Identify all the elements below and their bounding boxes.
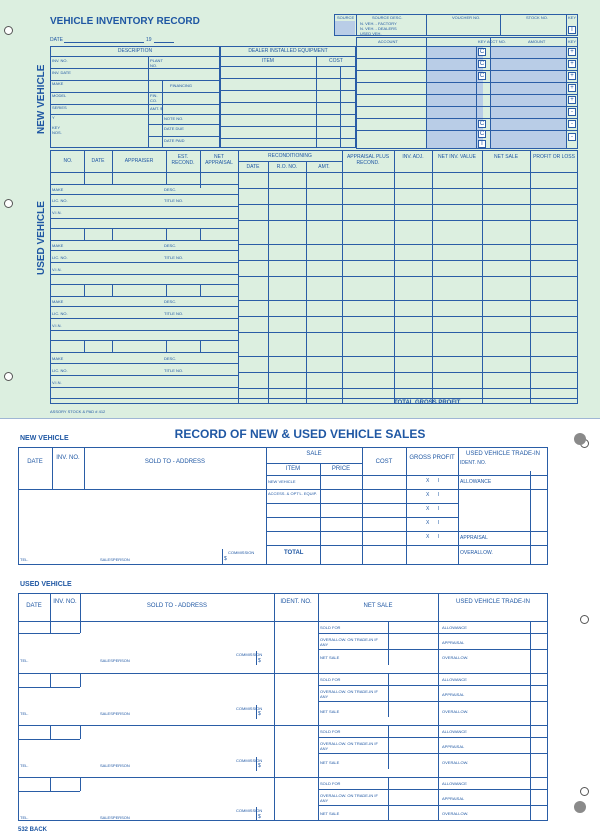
appraisal-label: APPRAISAL xyxy=(442,692,465,697)
key-sign: + xyxy=(568,60,576,68)
salesperson-label: SALESPERSON xyxy=(100,763,130,768)
item-label: ACCESS. & OPT'L. EQUIP. xyxy=(268,491,317,496)
overallow-trade-label: OVERALLOW. ON TRADE-IN IF ANY xyxy=(320,689,378,699)
net-sale-label: NET SALE xyxy=(320,811,340,816)
tel-label: TEL. xyxy=(20,711,29,716)
col-item: ITEM xyxy=(285,466,301,472)
key-sign: + xyxy=(568,96,576,104)
key-label: KEY xyxy=(568,39,577,44)
c-marker: C xyxy=(479,73,485,79)
col-appraisal-plus-recond: APPRAISAL PLUS RECOND. xyxy=(346,154,390,166)
i-mark: I xyxy=(438,492,440,498)
amount-label: AMOUNT xyxy=(528,39,546,44)
i-mark: I xyxy=(438,520,440,526)
col-inv-no: INV. NO. xyxy=(56,455,80,461)
used-vehicle-vertical-label: USED VEHICLE xyxy=(36,201,47,275)
source-option: N. VEH. - FACTORY xyxy=(360,21,397,26)
allowance-label: ALLOWANCE xyxy=(442,625,467,630)
c-marker: I xyxy=(478,140,486,148)
key-sign: + xyxy=(568,48,576,56)
key-label: KEY xyxy=(568,15,577,20)
dealer-equipment-header: DEALER INSTALLED EQUIPMENT xyxy=(248,48,328,54)
total-gross-profit-label: TOTAL GROSS PROFIT xyxy=(394,400,461,406)
col-date: DATE xyxy=(26,603,42,609)
field-label: AMT. $ xyxy=(150,106,163,111)
back-label: 532 BACK xyxy=(18,827,48,833)
field-lic-no: LIC. NO. xyxy=(52,255,68,260)
overallow-trade-label: OVERALLOW. ON TRADE-IN IF ANY xyxy=(320,793,378,803)
field-label: KEY NOS. xyxy=(52,125,62,135)
x-mark: X xyxy=(426,478,430,484)
year-label: 19 xyxy=(146,37,152,43)
used-vehicle-section-label: USED VEHICLE xyxy=(20,581,72,588)
col-net-sale: NET SALE xyxy=(363,603,393,609)
binder-hole xyxy=(4,26,13,35)
field-label: MODEL xyxy=(52,93,67,98)
col-inv-no: INV. NO. xyxy=(53,599,77,605)
col-used-trade-in: USED VEHICLE TRADE-IN xyxy=(466,451,540,457)
appraisal-label: APPRAISAL xyxy=(442,796,465,801)
salesperson-label: SALESPERSON xyxy=(100,557,130,562)
sold-for-label: SOLD FOR xyxy=(320,625,341,630)
key-sign: - xyxy=(568,120,576,128)
source-option: N. VEH. - DEALERS xyxy=(360,26,397,31)
commission-label: COMMISSION xyxy=(228,550,255,555)
field-label: Y xyxy=(52,115,55,120)
col-appraiser: APPRAISER xyxy=(124,158,154,164)
col-ident-no: IDENT. NO. xyxy=(280,599,312,605)
field-label: DATE DUE xyxy=(164,126,184,131)
col-date: DATE xyxy=(27,459,43,465)
col-amt: AMT. xyxy=(318,164,330,170)
col-recond-date: DATE xyxy=(246,164,260,170)
overallow-label: OVERALLOW. xyxy=(460,550,493,556)
salesperson-label: SALESPERSON xyxy=(100,711,130,716)
i-mark: I xyxy=(438,478,440,484)
key-sign: - xyxy=(568,108,576,116)
total-label: TOTAL xyxy=(284,550,304,556)
overallow-label: OVERALLOW. xyxy=(442,760,469,765)
i-mark: I xyxy=(438,506,440,512)
date-label: DATE xyxy=(50,37,63,43)
stock-label: STOCK NO. xyxy=(526,15,548,20)
commission-label: COMMISSION xyxy=(236,758,263,763)
binder-hole xyxy=(574,433,586,445)
voucher-label: VOUCHER NO. xyxy=(452,15,481,20)
field-vin: V.I.N. xyxy=(52,267,62,272)
salesperson-label: SALESPERSON xyxy=(100,658,130,663)
source-option: SOURCE DESC. xyxy=(372,15,403,20)
key-sign: + xyxy=(568,72,576,80)
net-sale-label: NET SALE xyxy=(320,709,340,714)
x-mark: X xyxy=(426,520,430,526)
field-label: INV. NO. xyxy=(52,58,68,63)
commission-label: COMMISSION xyxy=(236,652,263,657)
overallow-trade-label: OVERALLOW. ON TRADE-IN IF ANY xyxy=(320,741,378,751)
allowance-label: ALLOWANCE xyxy=(442,729,467,734)
col-net-appraisal: NET APPRAISAL xyxy=(205,154,233,166)
col-inv-adj: INV. ADJ. xyxy=(402,154,424,160)
col-price: PRICE xyxy=(331,466,351,472)
col-reconditioning: RECONDITIONING xyxy=(268,153,312,159)
field-vin: V.I.N. xyxy=(52,380,62,385)
commission-label: COMMISSION xyxy=(236,808,263,813)
field-desc: DESC. xyxy=(164,187,177,192)
col-net-inv-value: NET INV. VALUE xyxy=(438,154,476,160)
field-label: DATE PAID xyxy=(164,138,185,143)
appraisal-label: APPRAISAL xyxy=(442,744,465,749)
overallow-label: OVERALLOW. xyxy=(442,655,469,660)
dollar-sign: $ xyxy=(258,711,261,717)
sold-for-label: SOLD FOR xyxy=(320,677,341,682)
col-profit-or-loss: PROFIT OR LOSS xyxy=(533,154,575,160)
binder-hole xyxy=(4,372,13,381)
account-label: ACCOUNT xyxy=(378,39,398,44)
field-lic-no: LIC. NO. xyxy=(52,368,68,373)
i-mark: I xyxy=(438,534,440,540)
field-label: PLANT NO. xyxy=(150,58,163,68)
net-sale-label: NET SALE xyxy=(320,760,340,765)
source-label: SOURCE xyxy=(337,15,355,20)
col-sale: SALE xyxy=(306,451,322,457)
inventory-title: VEHICLE INVENTORY RECORD xyxy=(50,16,200,27)
key-acct-label: KEY ACCT NO. xyxy=(478,39,506,44)
binder-hole xyxy=(4,199,13,208)
allowance-label: ALLOWANCE xyxy=(442,677,467,682)
net-sale-label: NET SALE xyxy=(320,655,340,660)
appraisal-label: APPRAISAL xyxy=(442,640,465,645)
description-header: DESCRIPTION xyxy=(117,48,153,54)
binder-hole xyxy=(580,615,589,624)
new-vehicle-vertical-label: NEW VEHICLE xyxy=(36,64,47,134)
col-no: NO. xyxy=(63,158,73,164)
col-date: DATE xyxy=(91,158,105,164)
field-label: FIN. CO. xyxy=(150,93,158,103)
tel-label: TEL. xyxy=(20,763,29,768)
field-desc: DESC. xyxy=(164,356,177,361)
sold-for-label: SOLD FOR xyxy=(320,729,341,734)
binder-hole xyxy=(580,787,589,796)
field-label: FINANCING xyxy=(170,83,192,88)
key-sign: - xyxy=(568,133,576,141)
footer-note: ASSORY STOCK & PAD # 412 xyxy=(50,409,106,414)
dollar-sign: $ xyxy=(258,763,261,769)
x-mark: X xyxy=(426,534,430,540)
sold-for-label: SOLD FOR xyxy=(320,781,341,786)
field-title-no: TITLE NO. xyxy=(164,311,184,316)
col-net-sale: NET SALE xyxy=(493,154,519,160)
c-marker: C xyxy=(479,61,485,67)
field-title-no: TITLE NO. xyxy=(164,255,184,260)
salesperson-label: SALESPERSON xyxy=(100,815,130,820)
field-vin: V.I.N. xyxy=(52,323,62,328)
c-marker: C xyxy=(479,121,485,127)
source-option: USED VEH. xyxy=(360,31,382,36)
field-label: SERIES xyxy=(52,105,67,110)
field-desc: DESC. xyxy=(164,299,177,304)
field-desc: DESC. xyxy=(164,243,177,248)
col-ro-no: R.O. NO. xyxy=(276,164,298,170)
overallow-label: OVERALLOW. xyxy=(442,709,469,714)
cost-header: COST xyxy=(329,58,343,64)
field-make: MAKE xyxy=(52,356,64,361)
c-marker: C xyxy=(479,131,485,137)
field-make: MAKE xyxy=(52,243,64,248)
col-sold-to: SOLD TO - ADDRESS xyxy=(144,459,206,465)
key-sign: + xyxy=(568,84,576,92)
dollar-sign: $ xyxy=(224,556,227,562)
tel-label: TEL. xyxy=(20,815,29,820)
col-est-recond: EST. RECOND. xyxy=(171,154,195,166)
item-label: NEW VEHICLE xyxy=(268,479,296,484)
sales-title: RECORD OF NEW & USED VEHICLE SALES xyxy=(174,427,426,441)
overallow-trade-label: OVERALLOW. ON TRADE-IN IF ANY xyxy=(320,637,378,647)
binder-hole xyxy=(574,801,586,813)
c-marker: C xyxy=(479,49,485,55)
field-label: INV. DATE xyxy=(52,70,71,75)
x-mark: X xyxy=(426,506,430,512)
new-vehicle-section-label: NEW VEHICLE xyxy=(20,435,69,442)
appraisal-label: APPRAISAL xyxy=(460,535,488,541)
inventory-record-sheet: VEHICLE INVENTORY RECORD DATE 19 NEW VEHICLE USED VEHICLE SOURCE SOURCE DESC. N. VEH. - FACTORY N. VEH. - DEALERS USED VEH. VOUCHER NO. STOCK NO. KEY I ACCOUNT KEY ACCT NO. AMOUNT KEY C C C C C I + + + + + - - - DESCRIPTION INV. NO. PLANT NO. INV. DATE MAKE FINANCING MODEL FIN. CO. SERIES AMT. $ Y NOTE NO. KEY NOS. DATE DUE DATE PAID DEALER INSTALLED EQUIPMENT ITEM COST NO. DATE APPRAISER EST. RECOND. NET APPRAISAL RECONDITIONING DATE R.O. NO. AMT. APPRAISAL PLUS RECOND. INV. ADJ. NET INV. VALUE NET SALE PROFIT OR LOSS MAKE DESC. LIC. NO. TITLE NO. V.I.N. MAKE DESC. LIC. NO. TITLE NO. V.I.N. MAKE DESC. LIC. NO. TITLE NO. V.I.N. MAKE DESC. LIC. NO. TITLE NO. V.I.N. TOTAL GROSS PROFIT ASSORY STOCK & PAD # 412 xyxy=(0,0,600,418)
allowance-label: ALLOWANCE xyxy=(460,479,492,485)
used-vehicle-sales-table xyxy=(18,593,548,821)
field-lic-no: LIC. NO. xyxy=(52,311,68,316)
col-sold-to: SOLD TO - ADDRESS xyxy=(146,603,208,609)
allowance-label: ALLOWANCE xyxy=(442,781,467,786)
dollar-sign: $ xyxy=(258,658,261,664)
field-vin: V.I.N. xyxy=(52,210,62,215)
field-title-no: TITLE NO. xyxy=(164,198,184,203)
col-cost: COST xyxy=(375,459,393,465)
col-gross-profit: GROSS PROFIT xyxy=(409,455,455,461)
x-mark: X xyxy=(426,492,430,498)
col-used-trade-in: USED VEHICLE TRADE-IN xyxy=(456,599,530,605)
ident-no-label: IDENT. NO. xyxy=(460,460,487,466)
field-make: MAKE xyxy=(52,299,64,304)
overallow-label: OVERALLOW. xyxy=(442,811,469,816)
field-label: MAKE xyxy=(52,81,64,86)
tel-label: TEL. xyxy=(20,658,29,663)
item-header: ITEM xyxy=(262,58,274,64)
sales-record-sheet xyxy=(0,418,600,840)
tel-label: TEL. xyxy=(20,557,29,562)
commission-label: COMMISSION xyxy=(236,706,263,711)
field-lic-no: LIC. NO. xyxy=(52,198,68,203)
field-make: MAKE xyxy=(52,187,64,192)
field-label: NOTE NO. xyxy=(164,116,184,121)
field-title-no: TITLE NO. xyxy=(164,368,184,373)
dollar-sign: $ xyxy=(258,814,261,820)
